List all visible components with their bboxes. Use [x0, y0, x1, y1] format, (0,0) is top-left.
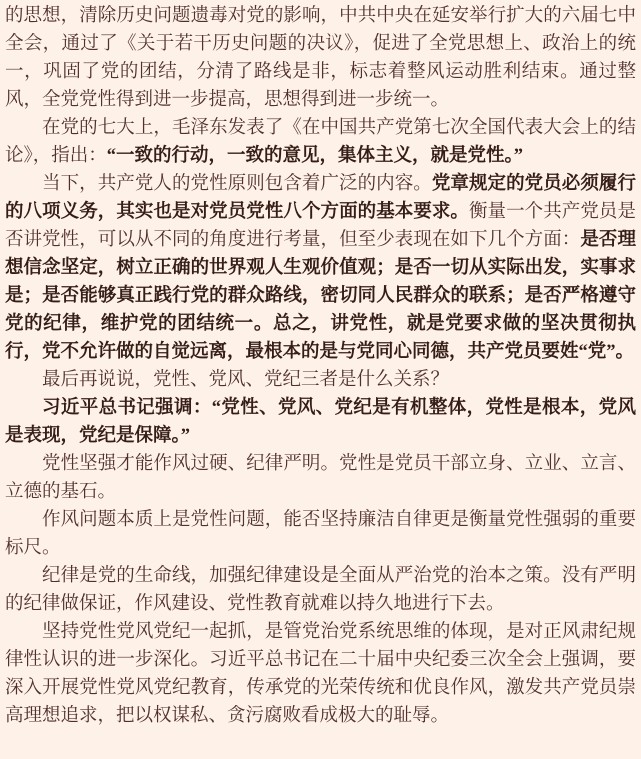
text-segment: 纪律是党的生命线，加强纪律建设是全面从严治党的治本之策。没有严明的纪律做保证，作风建设、党性教育就难以持久地进行下去。: [5, 566, 636, 614]
text-segment: 的思想，清除历史问题遗毒对党的影响，中共中央在延安举行扩大的六届七中全会，通过了《关于若干历史问题的决议》，促进了全党思想上、政治上的统一，巩固了党的团结，分清了路线是非，标志着整风运动胜利结束。通过整风，全党党性得到进一步提高，思想得到进一步统一。: [5, 6, 636, 110]
paragraph: [5, 114, 636, 170]
bold-text-segment: 是否理想信念坚定，树立正确的世界观人生观价值观；是否一切从实际出发，实事求是；是否能够真正践行党的群众路线，密切同人民群众的联系；是否严格遵守党的纪律，维护党的团结统一。总之，讲党性，就是党要求做的坚决贯彻执行，党不允许做的自觉远离，最根本的是与党同心同德，共产党员要姓“党”。: [5, 230, 636, 362]
bold-text-segment: 党章规定的党员必须履行的八项义务，其实也是对党员党性八个方面的基本要求。: [5, 174, 636, 222]
text-segment: 当下，共产党人的党性原则包含着广泛的内容。: [42, 174, 432, 194]
paragraph: [5, 170, 636, 366]
text-segment: 坚持党性党风党纪一起抓，是管党治党系统思维的体现，是对正风肃纪规律性认识的进一步深化。习近平总书记在二十届中央纪委三次全会上强调，要深入开展党性党风党纪教育，传承党的光荣传统和优良作风，激发共产党员崇高理想追求，把以权谋私、贪污腐败看成极大的耻辱。: [5, 622, 636, 726]
paragraph: [5, 2, 636, 114]
text-segment: 在党的七大上，毛泽东发表了《在中国共产党第七次全国代表大会上的结论》，指出：: [5, 118, 636, 166]
paragraph: [5, 618, 636, 730]
text-segment: 衡量一个共产党员是否讲党性，可以从不同的角度进行考量，但至少表现在如下几个方面：: [5, 202, 636, 250]
bold-text-segment: 习近平总书记强调：“党性、党风、党纪是有机整体，党性是根本，党风是表现，党纪是保障。”: [5, 398, 636, 446]
text-segment: 最后再说说，党性、党风、党纪三者是什么关系？: [42, 370, 450, 390]
paragraph: [5, 394, 636, 450]
paragraph: [5, 366, 636, 394]
text-segment: 党性坚强才能作风过硬、纪律严明。党性是党员干部立身、立业、立言、立德的基石。: [5, 454, 636, 502]
paragraph: [5, 450, 636, 506]
paragraph: [5, 506, 636, 562]
paragraph: [5, 562, 636, 618]
article-body: [5, 2, 636, 730]
text-segment: 作风问题本质上是党性问题，能否坚持廉洁自律更是衡量党性强弱的重要标尺。: [5, 510, 636, 558]
bold-text-segment: “一致的行动，一致的意见，集体主义，就是党性。”: [106, 146, 524, 166]
